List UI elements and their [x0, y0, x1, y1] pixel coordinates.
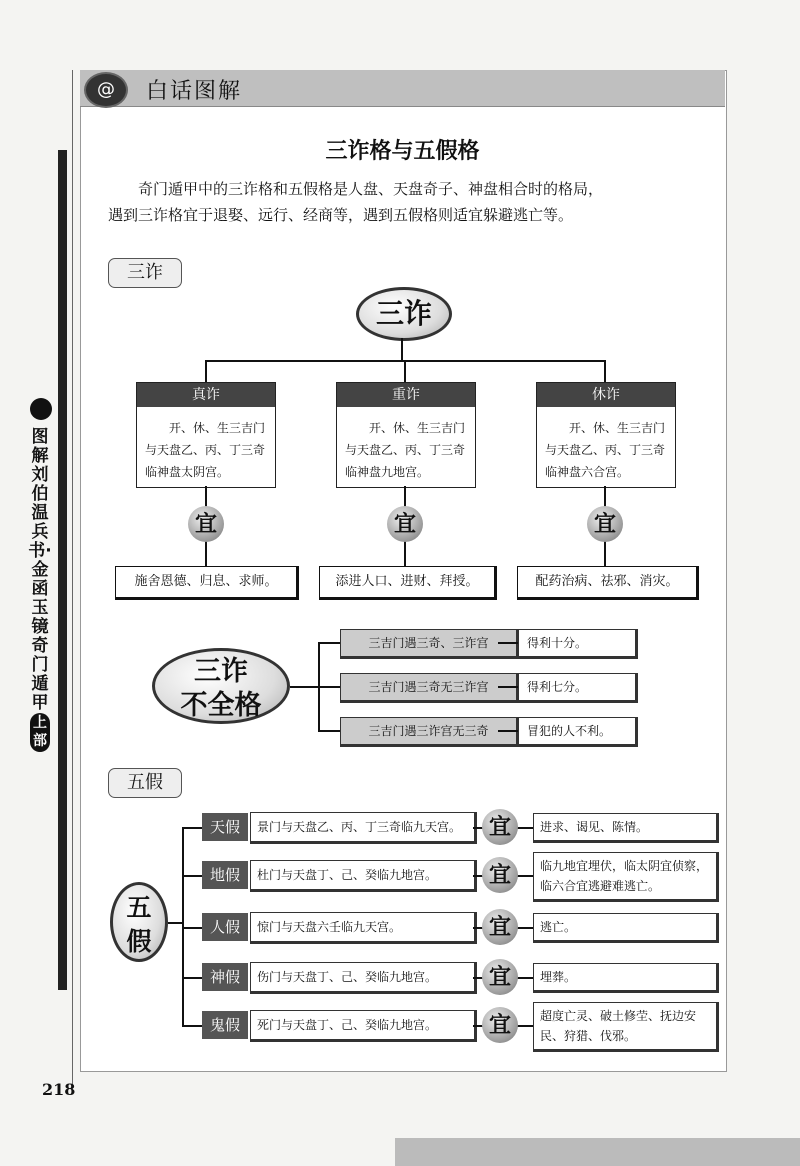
- connector: [318, 642, 340, 644]
- connector: [498, 730, 518, 732]
- yi-badge-icon: 宜: [188, 506, 224, 542]
- yi-badge-icon: 宜: [387, 506, 423, 542]
- buquan-condition: 三吉门遇三诈宫无三奇: [340, 717, 519, 747]
- card-desc: 开、休、生三吉门与天盘乙、丙、丁三奇临神盘太阴宫。: [145, 421, 266, 479]
- connector: [182, 827, 202, 829]
- result-xiuzha: 配药治病、祛邪、消灾。: [517, 566, 699, 600]
- buquan-label-bottom: 不全格: [180, 690, 262, 721]
- wujia-center-oval: [110, 882, 168, 962]
- result-chongzha: 添进人口、进财、拜授。: [319, 566, 497, 600]
- connector: [498, 686, 518, 688]
- buquan-outcome: 得利七分。: [518, 673, 638, 703]
- wujia-label-top: 五: [126, 893, 152, 922]
- connector: [318, 686, 340, 688]
- connector: [182, 875, 202, 877]
- jia-result: 进求、谒见、陈情。: [533, 813, 719, 843]
- section-tag-sanzha: 三诈: [108, 258, 182, 288]
- page-title: 三诈格与五假格: [325, 139, 480, 164]
- connector: [498, 642, 518, 644]
- card-zhenzha: [136, 382, 276, 488]
- yi-badge-icon: 宜: [482, 1007, 518, 1043]
- buquan-outcome: 得利十分。: [518, 629, 638, 659]
- connector: [205, 360, 207, 382]
- sanzha-center-oval: 三诈: [356, 287, 452, 341]
- card-title: 休诈: [537, 383, 675, 407]
- jia-label-shen: 神假: [202, 963, 248, 991]
- page-number: 218: [42, 1080, 76, 1099]
- jia-label-tian: 天假: [202, 813, 248, 841]
- connector: [401, 338, 403, 360]
- card-desc: 开、休、生三吉门与天盘乙、丙、丁三奇临神盘六合宫。: [545, 421, 666, 479]
- jia-result: 超度亡灵、破土修茔、抚边安民、狩猎、伐邪。: [533, 1002, 719, 1052]
- intro-line-1: 奇门遁甲中的三诈格和五假格是人盘、天盘奇子、神盘相合时的格局，: [138, 180, 604, 198]
- yi-badge-icon: 宜: [482, 909, 518, 945]
- yi-badge-icon: 宜: [482, 809, 518, 845]
- connector: [604, 360, 606, 382]
- header-title: 白话图解: [146, 79, 243, 104]
- book-title-text: 图解刘伯温兵书·金函玉镜奇门遁甲: [28, 427, 52, 713]
- jia-result: 临九地宜埋伏，临太阴宜侦察，临六合宜逃避难逃亡。: [533, 852, 719, 902]
- jia-result: 埋葬。: [533, 963, 719, 993]
- jia-desc: 伤门与天盘丁、己、癸临九地宫。: [250, 962, 477, 994]
- jia-label-gui: 鬼假: [202, 1011, 248, 1039]
- yi-badge-icon: 宜: [482, 857, 518, 893]
- card-desc: 开、休、生三吉门与天盘乙、丙、丁三奇临神盘九地宫。: [345, 421, 466, 479]
- connector: [182, 977, 202, 979]
- buquan-label-top: 三诈: [194, 656, 248, 687]
- section-tag-wujia: 五假: [108, 768, 182, 798]
- volume-badge: 上部: [30, 713, 50, 752]
- jia-desc: 景门与天盘乙、丙、丁三奇临九天宫。: [250, 812, 477, 844]
- yin-yang-icon: [30, 398, 52, 420]
- margin-rule: [72, 70, 73, 1090]
- jia-label-ren: 人假: [202, 913, 248, 941]
- buquan-outcome: 冒犯的人不利。: [518, 717, 638, 747]
- intro-line-2: 遇到三诈格宜于退娶、远行、经商等，遇到五假格则适宜躲避逃亡等。: [108, 206, 574, 224]
- jia-desc: 惊门与天盘六壬临九天宫。: [250, 912, 477, 944]
- jia-label-di: 地假: [202, 861, 248, 889]
- yi-badge-icon: 宜: [587, 506, 623, 542]
- card-xiuzha: [536, 382, 676, 488]
- book-title-vertical: [28, 428, 52, 752]
- connector: [318, 730, 340, 732]
- buquan-oval: [152, 648, 290, 724]
- jia-result: 逃亡。: [533, 913, 719, 943]
- card-title: 真诈: [137, 383, 275, 407]
- spine-bar: [58, 150, 67, 990]
- buquan-condition: 三吉门遇三奇无三诈宫: [340, 673, 519, 703]
- connector: [290, 686, 318, 688]
- connector: [182, 1025, 202, 1027]
- connector: [182, 927, 202, 929]
- wujia-label-bottom: 假: [126, 927, 152, 956]
- scan-artifact: [395, 1138, 800, 1166]
- result-zhenzha: 施舍恩德、归息、求师。: [115, 566, 299, 600]
- swirl-logo-icon: @: [84, 72, 128, 108]
- connector: [168, 922, 182, 924]
- buquan-condition: 三吉门遇三奇、三诈宫: [340, 629, 519, 659]
- jia-desc: 死门与天盘丁、己、癸临九地宫。: [250, 1010, 477, 1042]
- card-chongzha: [336, 382, 476, 488]
- jia-desc: 杜门与天盘丁、己、癸临九地宫。: [250, 860, 477, 892]
- connector: [404, 360, 406, 382]
- yi-badge-icon: 宜: [482, 959, 518, 995]
- card-title: 重诈: [337, 383, 475, 407]
